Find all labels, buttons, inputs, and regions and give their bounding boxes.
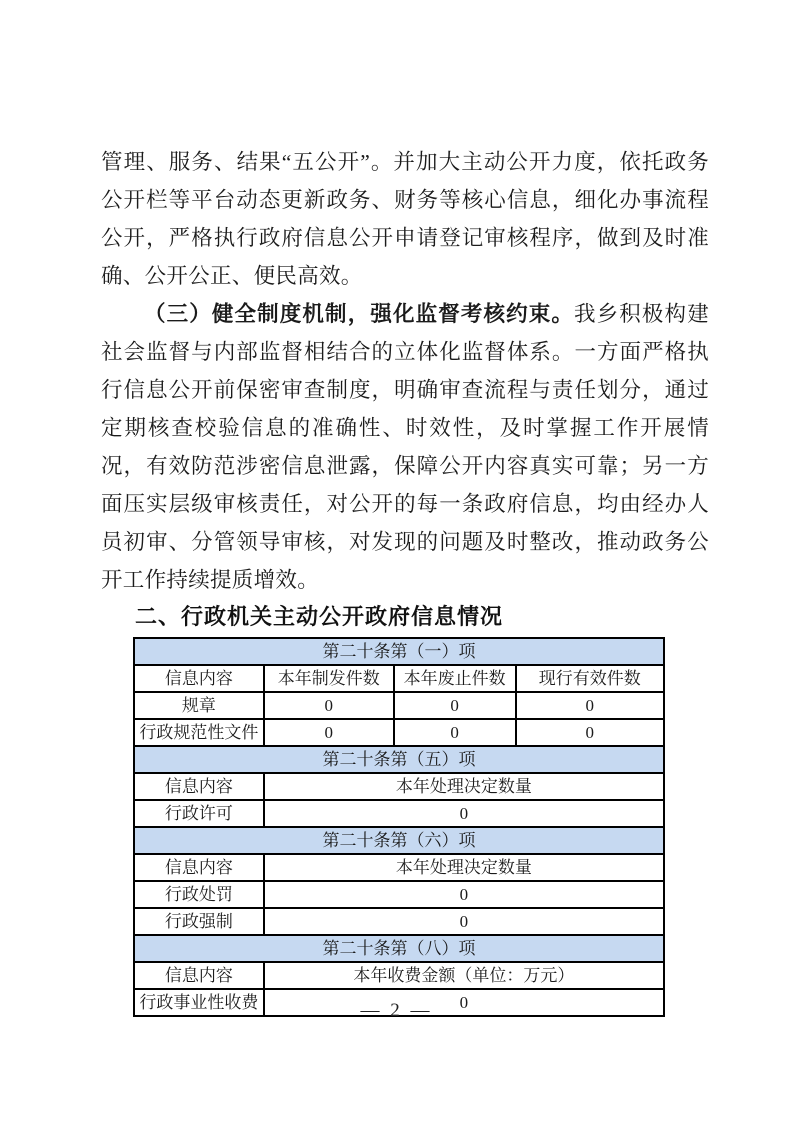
table-data-row [134, 800, 664, 827]
table-col-header-cell: 本年处理决定数量 [264, 773, 664, 800]
table-col-header-cell: 现行有效件数 [516, 665, 664, 692]
paragraph-section-three [101, 295, 709, 599]
table-section-header: 第二十条第（六）项 [134, 827, 664, 854]
table-column-header-row [134, 773, 664, 800]
table-cell: 规章 [134, 692, 264, 719]
table-cell: 0 [264, 908, 664, 935]
paragraph-continuation: 管理、服务、结果“五公开”。并加大主动公开力度，依托政务公开栏等平台动态更新政务、财务等核心信息，细化办事流程公开，严格执行政府信息公开申请登记审核程序，做到及时准确、公开公正、便民高效。 [101, 150, 709, 288]
table-col-header-cell: 信息内容 [134, 854, 264, 881]
table-cell: 0 [264, 881, 664, 908]
table-cell: 0 [516, 719, 664, 746]
page-number: — 2 — [360, 1000, 433, 1021]
table-cell: 行政强制 [134, 908, 264, 935]
table-col-header-cell: 本年制发件数 [264, 665, 394, 692]
table-cell: 0 [264, 989, 664, 1016]
document-content [101, 143, 709, 1017]
table-section-header: 第二十条第（八）项 [134, 935, 664, 962]
table-cell: 0 [264, 800, 664, 827]
table-cell: 0 [264, 692, 394, 719]
table-cell: 行政处罚 [134, 881, 264, 908]
info-table [133, 637, 665, 1017]
table-column-header-row [134, 665, 664, 692]
table-col-header-cell: 信息内容 [134, 962, 264, 989]
table-cell: 行政规范性文件 [134, 719, 264, 746]
paragraph-body-text: 我乡积极构建社会监督与内部监督相结合的立体化监督体系。一方面严格执行信息公开前保密审查制度，明确审查流程与责任划分，通过定期核查校验信息的准确性、时效性，及时掌握工作开展情况，有效防范涉密信息泄露，保障公开内容真实可靠；另一方面压实层级审核责任，对公开的每一条政府信息，均由经办人员初审、分管领导审核，对发现的问题及时整改，推动政务公开工作持续提质增效。 [101, 302, 709, 592]
table-cell: 0 [394, 692, 516, 719]
table-cell: 行政事业性收费 [134, 989, 264, 1016]
table-col-header-cell: 本年废止件数 [394, 665, 516, 692]
table-cell: 行政许可 [134, 800, 264, 827]
table-col-header-cell: 本年处理决定数量 [264, 854, 664, 881]
section-heading: 二、行政机关主动公开政府信息情况 [135, 604, 504, 629]
table-section-row [134, 746, 664, 773]
table-section-row [134, 935, 664, 962]
table-cell: 0 [264, 719, 394, 746]
table-section-header: 第二十条第（一）项 [134, 638, 664, 665]
table-col-header-cell: 信息内容 [134, 665, 264, 692]
table-section-header: 第二十条第（五）项 [134, 746, 664, 773]
table-column-header-row [134, 854, 664, 881]
table-col-header-cell: 本年收费金额（单位：万元） [264, 962, 664, 989]
table-section-row [134, 827, 664, 854]
table-column-header-row [134, 962, 664, 989]
table-data-row [134, 719, 664, 746]
table-data-row [134, 908, 664, 935]
table-section-row [134, 638, 664, 665]
table-col-header-cell: 信息内容 [134, 773, 264, 800]
paragraph-bold-lead: （三）健全制度机制，强化监督考核约束。 [144, 302, 575, 326]
table-cell: 0 [394, 719, 516, 746]
table-data-row [134, 692, 664, 719]
table-cell: 0 [516, 692, 664, 719]
table-data-row [134, 881, 664, 908]
